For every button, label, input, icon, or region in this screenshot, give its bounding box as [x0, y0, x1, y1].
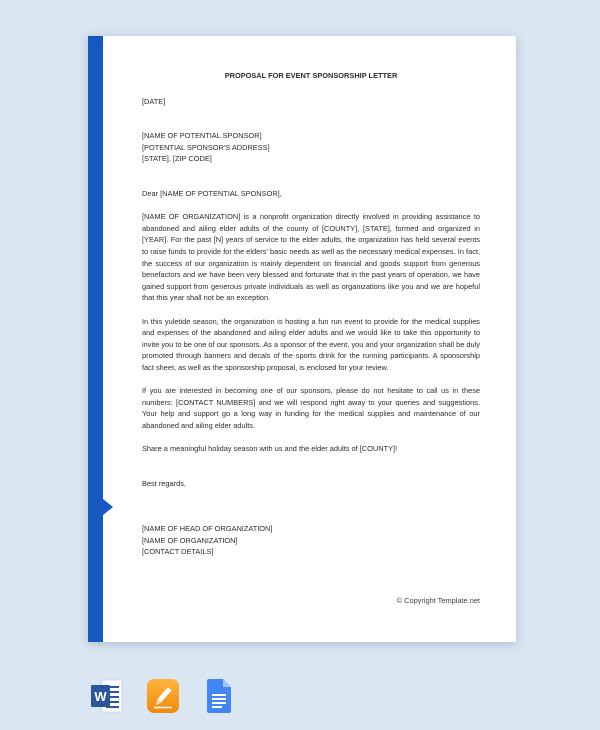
signature-line: [NAME OF ORGANIZATION] [142, 535, 238, 545]
accent-notch [103, 499, 113, 515]
salutation: Dear [NAME OF POTENTIAL SPONSOR], [142, 188, 282, 198]
paragraph: [NAME OF ORGANIZATION] is a nonprofit organization directly involved in providing assistance to abandoned and ailing elder adults of the county of [COUNTY], [STATE], formed and organized in [YEAR]. For the past [N] years of service to the elder adults, the organization has held several events to raise funds to provide for the elders' basic needs as well as the necessary medical expenses. In fact, the success of our organization is mainly dependent on financial and goods support from generous benefactors and we have been very blessed and fortunate that in the past years of operation, we have gained support from generous private individuals as well as organizations like you and we are hopeful that this year shall not be an exception. [142, 212, 480, 303]
pages-icon[interactable] [146, 678, 180, 714]
paragraph: Share a meaningful holiday season with us and the elder adults of [COUNTY]! [142, 444, 398, 454]
app-icons [90, 678, 236, 714]
letter-date: [DATE] [142, 96, 166, 106]
copyright: © Copyright Template.net [396, 596, 480, 605]
word-icon[interactable] [90, 678, 124, 714]
accent-sidebar [88, 36, 103, 642]
signature-line: [CONTACT DETAILS] [142, 547, 214, 557]
address-line: [NAME OF POTENTIAL SPONSOR] [142, 131, 262, 141]
letter-document [88, 36, 516, 642]
address-line: [POTENTIAL SPONSOR'S ADDRESS] [142, 142, 270, 152]
signature-line: [NAME OF HEAD OF ORGANIZATION] [142, 524, 273, 534]
closing: Best regards, [142, 478, 186, 488]
paragraph: If you are interested in becoming one of our sponsors, please do not hesitate to call us in these numbers: [CONTACT NUMBERS] and we will respond right away to your queries and suggestions. Your help and support go a long way in funding for the medical supplies and maintenance of our abandoned and ailing elder adults. [142, 386, 480, 430]
address-line: [STATE], [ZIP CODE] [142, 154, 212, 164]
paragraph: In this yuletide season, the organization is hosting a fun run event to provide for the medical supplies and expenses of the abandoned and ailing elder adults and we would like to take this opportunity to invite you to be one of our sponsors. As a sponsor of the event, you and your organization shall be duly promoted through banners and decals of the sports drink for the running participants. A sponsorship fact sheet, as well as the sponsorship proposal, is enclosed for your review. [142, 316, 480, 372]
svg-text:W: W [94, 689, 107, 704]
letter-body [142, 70, 480, 558]
google-docs-icon[interactable] [202, 678, 236, 714]
letter-title: PROPOSAL FOR EVENT SPONSORSHIP LETTER [224, 71, 398, 80]
